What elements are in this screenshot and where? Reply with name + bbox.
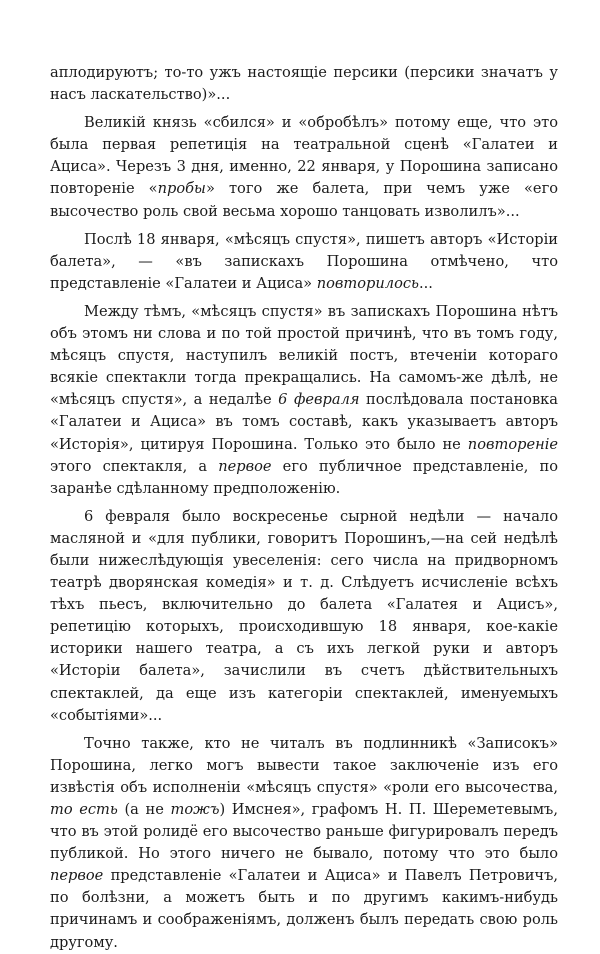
text-run: 6 февраля было воскресенье сырной недѣли — начало масляной и «для публики, говоритъ Порошинъ,—на сей недѣлѣ были нижеслѣдующія увеселенія: сего числа на придворномъ театрѣ дворянская комедія» и т. д. Слѣдуетъ исчисленіе всѣхъ тѣхъ пьесъ, включительно до балета «Галатея и Ацисъ», репетицію которыхъ, происходившую 18 января, кое-какіе историки нашего театра, а съ ихъ легкой руки и авторъ «Исторіи балета», зачислили въ счетъ дѣйствительныхъ спектаклей, да еще изъ категоріи спектаклей, именуемыхъ «событіями»... bbox=[50, 507, 558, 724]
paragraph bbox=[50, 229, 558, 295]
paragraph bbox=[50, 301, 558, 500]
text-run: Точно также, кто не читалъ въ подлинникѣ «Записокъ» Порошина, легко могъ вывести такое заключеніе изъ его извѣстія объ исполненіи «мѣсяцъ спустя» «роли его высочества, bbox=[50, 734, 558, 796]
text-run: Между тѣмъ, «мѣсяцъ спустя» въ запискахъ Порошина нѣтъ объ этомъ ни слова и по той простой причинѣ, что въ томъ году, мѣсяцъ спустя, наступилъ великій постъ, втеченіи котораго всякіе спектакли тогда прекращались. На самомъ-же дѣлѣ, не «мѣсяцъ спустя», а недалѣе bbox=[50, 302, 558, 409]
italic-text: повтореніе bbox=[467, 435, 558, 453]
italic-text: тожъ bbox=[170, 801, 220, 818]
italic-text: первое bbox=[218, 457, 272, 475]
italic-text: то есть bbox=[50, 801, 118, 818]
italic-text: 6 февраля bbox=[278, 391, 360, 409]
text-run: (а не bbox=[117, 801, 171, 818]
text-run: ) Имснея», графомъ Н. П. Шереметевымъ, что въ этой ролидё его высочество раньше фигурировалъ передъ публикой. Но этого ничего не бывало, потому что это было bbox=[50, 801, 558, 863]
italic-text: повторилось bbox=[316, 274, 419, 292]
text-run: » того же балета, при чемъ уже «его высочество роль свой весьма хорошо танцовать изволилъ»... bbox=[50, 180, 558, 220]
paragraph bbox=[50, 733, 558, 954]
text-run: представленіе «Галатеи и Ациса» и Павелъ Петровичъ, по болѣзни, а можетъ быть и по другимъ какимъ-нибудь причинамъ и соображеніямъ, долженъ былъ передать свою роль другому. bbox=[50, 867, 558, 951]
text-run: Послѣ 18 января, «мѣсяцъ спустя», пишетъ авторъ «Исторіи балета», — «въ запискахъ Порошина отмѣчено, что представленіе «Галатеи и Ациса» bbox=[50, 230, 558, 292]
text-run: этого спектакля, а bbox=[50, 457, 219, 475]
text-run: послѣдовала постановка «Галатеи и Ациса» въ томъ составѣ, какъ указываетъ авторъ «Исторія», цитируя Порошина. Только это было не bbox=[50, 391, 558, 453]
text-run: Великій князь «сбился» и «обробѣлъ» потому еще, что это была первая репетиція на театральной сценѣ «Галатеи и Ациса». Черезъ 3 дня, именно, 22 января, у Порошина записано повтореніе « bbox=[50, 114, 558, 198]
paragraph bbox=[50, 506, 558, 727]
text-run: ... bbox=[419, 274, 433, 292]
page-text bbox=[50, 62, 558, 954]
paragraph bbox=[50, 112, 558, 222]
paragraph bbox=[50, 62, 558, 106]
text-run: аплодируютъ; то-то ужъ настоящіе персики (персики значатъ у насъ ласкательство)»... bbox=[50, 64, 558, 104]
italic-text: первое bbox=[50, 867, 104, 885]
text-run: его публичное представленіе, по заранѣе сдѣланному предположенію. bbox=[50, 457, 558, 497]
italic-text: пробы bbox=[157, 180, 206, 198]
